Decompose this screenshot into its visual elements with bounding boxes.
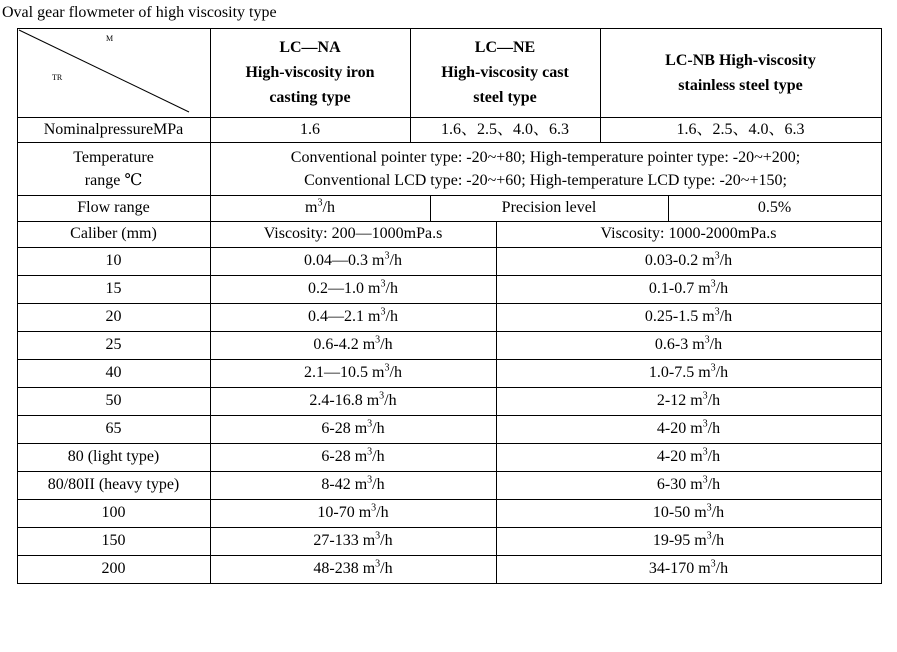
flow-high-cell-value: 6-30 bbox=[656, 476, 687, 493]
flow-high-cell-value: 10-50 bbox=[652, 504, 691, 521]
unit-base: m bbox=[368, 280, 381, 297]
grid-hline bbox=[17, 555, 882, 556]
header-lc-na bbox=[210, 28, 410, 117]
unit-suffix: /h bbox=[380, 532, 393, 549]
unit-base: m bbox=[702, 308, 715, 325]
unit-base: m bbox=[698, 280, 711, 297]
unit-base: m bbox=[698, 560, 711, 577]
caliber-cell: 80 (light type) bbox=[67, 448, 160, 465]
viscosity-high-header: Viscosity: 1000-2000mPa.s bbox=[600, 225, 777, 242]
flow-high-cell-value: 0.25-1.5 bbox=[644, 308, 699, 325]
grid-hline bbox=[17, 303, 882, 304]
unit-base: m bbox=[692, 336, 705, 353]
header-lc-na-line2: High-viscosity iron bbox=[245, 64, 375, 81]
header-lc-nb bbox=[600, 28, 881, 117]
flow-low-cell bbox=[210, 443, 496, 471]
unit-exp: 3 bbox=[702, 474, 708, 486]
flow-low-cell-value: 0.6-4.2 bbox=[313, 336, 359, 353]
caliber-header: Caliber (mm) bbox=[70, 225, 157, 242]
viscosity-low-header: Viscosity: 200—1000mPa.s bbox=[263, 225, 443, 242]
unit-exp: 3 bbox=[367, 418, 373, 430]
unit-base: m bbox=[690, 448, 703, 465]
temperature-line1: Conventional pointer type: -20~+80; High-temperature pointer type: -20~+200; bbox=[290, 148, 801, 166]
unit-base: m bbox=[690, 392, 703, 409]
pressure-label: NominalpressureMPa bbox=[43, 120, 184, 138]
grid-hline bbox=[17, 471, 882, 472]
unit-exp: 3 bbox=[384, 250, 390, 262]
unit-suffix: /h bbox=[372, 476, 385, 493]
unit-exp: 3 bbox=[710, 362, 716, 374]
flow-low-cell bbox=[210, 527, 496, 555]
flow-low-cell-value: 2.1—10.5 bbox=[304, 364, 369, 381]
unit-base: m bbox=[698, 364, 711, 381]
flow-high-cell-value: 0.03-0.2 bbox=[644, 252, 699, 269]
unit-exp: 3 bbox=[375, 334, 381, 346]
unit-base: m bbox=[362, 532, 376, 549]
flow-low-cell bbox=[210, 415, 496, 443]
unit-base: m bbox=[372, 364, 385, 381]
flow-low-cell-value: 6-28 bbox=[321, 420, 351, 437]
grid-vline bbox=[430, 195, 431, 222]
flow-high-cell-value: 0.6-3 bbox=[654, 336, 689, 353]
caliber-cell: 100 bbox=[101, 504, 126, 521]
flow-low-cell bbox=[210, 247, 496, 275]
temperature-label bbox=[17, 142, 210, 195]
unit-exp: 3 bbox=[367, 446, 373, 458]
flow-high-cell-value: 2-12 bbox=[656, 392, 687, 409]
flow-high-cell-value: 0.1-0.7 bbox=[648, 280, 695, 297]
flow-unit-base: m bbox=[305, 199, 318, 216]
flow-range-label: Flow range bbox=[77, 199, 150, 216]
flow-low-cell bbox=[210, 555, 496, 583]
spec-table bbox=[17, 28, 881, 639]
caliber-cell: 10 bbox=[105, 252, 122, 269]
grid-vline bbox=[210, 28, 211, 584]
temperature-label-line2: range ℃ bbox=[84, 171, 143, 189]
unit-suffix: /h bbox=[709, 336, 723, 353]
flow-high-cell bbox=[496, 303, 881, 331]
grid-hline bbox=[17, 331, 882, 332]
caliber-cell: 80/80II (heavy type) bbox=[47, 476, 180, 493]
flow-high-cell bbox=[496, 415, 881, 443]
flow-low-cell bbox=[210, 331, 496, 359]
unit-suffix: /h bbox=[707, 476, 721, 493]
grid-hline bbox=[17, 28, 882, 29]
caliber-cell: 50 bbox=[105, 392, 122, 409]
flow-high-cell bbox=[496, 359, 881, 387]
grid-hline bbox=[17, 359, 882, 360]
grid-vline bbox=[600, 28, 601, 143]
unit-exp: 3 bbox=[379, 390, 385, 402]
flow-low-cell-value: 0.04—0.3 bbox=[304, 252, 369, 269]
unit-base: m bbox=[358, 504, 372, 521]
corner-top-label: M bbox=[106, 34, 114, 43]
unit-exp: 3 bbox=[702, 390, 708, 402]
unit-base: m bbox=[368, 308, 381, 325]
temperature-values bbox=[210, 142, 881, 195]
unit-base: m bbox=[366, 392, 380, 409]
flow-range-unit bbox=[210, 195, 430, 221]
temperature-label-line1: Temperature bbox=[73, 148, 154, 166]
unit-exp: 3 bbox=[704, 334, 710, 346]
unit-base: m bbox=[694, 532, 707, 549]
corner-diagonal bbox=[17, 28, 210, 117]
unit-exp: 3 bbox=[384, 362, 390, 374]
flow-high-cell-value: 34-170 bbox=[648, 560, 695, 577]
flow-low-cell-value: 2.4-16.8 bbox=[309, 392, 363, 409]
header-lc-ne-line2: High-viscosity cast bbox=[441, 64, 569, 81]
header-lc-nb-line1: LC-NB High-viscosity bbox=[665, 51, 816, 69]
grid-hline bbox=[17, 221, 882, 222]
unit-exp: 3 bbox=[714, 250, 720, 262]
grid-hline bbox=[17, 195, 882, 196]
corner-header-cell bbox=[17, 28, 210, 117]
unit-suffix: /h bbox=[372, 420, 385, 437]
unit-suffix: /h bbox=[707, 448, 721, 465]
unit-suffix: /h bbox=[376, 504, 389, 521]
unit-suffix: /h bbox=[707, 392, 721, 409]
header-lc-na-line3: casting type bbox=[269, 89, 351, 106]
flow-unit-suffix: /h bbox=[322, 199, 335, 216]
caliber-cell: 200 bbox=[101, 560, 126, 577]
unit-suffix: /h bbox=[715, 560, 729, 577]
unit-exp: 3 bbox=[710, 558, 716, 570]
flow-low-cell bbox=[210, 471, 496, 499]
flow-low-cell bbox=[210, 499, 496, 527]
flow-high-cell bbox=[496, 275, 881, 303]
flow-unit-exp: 3 bbox=[317, 197, 323, 209]
precision-label: Precision level bbox=[501, 199, 597, 216]
grid-vline bbox=[496, 221, 497, 584]
temperature-line2: Conventional LCD type: -20~+60; High-temperature LCD type: -20~+150; bbox=[304, 171, 787, 189]
caliber-cell: 20 bbox=[105, 308, 122, 325]
unit-suffix: /h bbox=[715, 280, 729, 297]
flow-high-cell bbox=[496, 331, 881, 359]
unit-base: m bbox=[354, 420, 368, 437]
grid-hline bbox=[17, 583, 882, 584]
flow-low-cell bbox=[210, 275, 496, 303]
grid-hline bbox=[17, 142, 882, 143]
unit-exp: 3 bbox=[375, 530, 381, 542]
pressure-nb: 1.6、2.5、4.0、6.3 bbox=[676, 120, 805, 138]
pressure-ne: 1.6、2.5、4.0、6.3 bbox=[440, 120, 569, 138]
unit-base: m bbox=[694, 504, 707, 521]
grid-vline bbox=[410, 28, 411, 143]
unit-exp: 3 bbox=[706, 502, 712, 514]
unit-suffix: /h bbox=[719, 252, 733, 269]
flow-high-cell-value: 1.0-7.5 bbox=[648, 364, 695, 381]
flow-low-cell bbox=[210, 359, 496, 387]
precision-value: 0.5% bbox=[757, 199, 792, 216]
unit-suffix: /h bbox=[380, 336, 393, 353]
caliber-cell: 40 bbox=[105, 364, 122, 381]
unit-exp: 3 bbox=[702, 446, 708, 458]
unit-exp: 3 bbox=[367, 474, 373, 486]
unit-exp: 3 bbox=[702, 418, 708, 430]
unit-exp: 3 bbox=[714, 306, 720, 318]
unit-base: m bbox=[690, 420, 703, 437]
grid-hline bbox=[17, 499, 882, 500]
flow-high-cell bbox=[496, 527, 881, 555]
unit-suffix: /h bbox=[385, 308, 398, 325]
grid-vline bbox=[881, 28, 882, 584]
unit-suffix: /h bbox=[389, 252, 402, 269]
header-lc-na-line1: LC—NA bbox=[279, 39, 341, 56]
unit-suffix: /h bbox=[384, 392, 397, 409]
caliber-cell: 65 bbox=[105, 420, 122, 437]
unit-suffix: /h bbox=[372, 448, 385, 465]
table-caption: Oval gear flowmeter of high viscosity type bbox=[2, 4, 277, 21]
unit-exp: 3 bbox=[380, 278, 386, 290]
grid-hline bbox=[17, 527, 882, 528]
flow-low-cell-value: 10-70 bbox=[317, 504, 355, 521]
flow-low-cell bbox=[210, 303, 496, 331]
flow-high-cell bbox=[496, 387, 881, 415]
flow-low-cell-value: 0.4—2.1 bbox=[308, 308, 365, 325]
grid-hline bbox=[17, 117, 882, 118]
flow-high-cell bbox=[496, 247, 881, 275]
grid-hline bbox=[17, 247, 882, 248]
unit-exp: 3 bbox=[375, 558, 381, 570]
header-lc-nb-line2: stainless steel type bbox=[678, 76, 803, 94]
flow-high-cell bbox=[496, 443, 881, 471]
flow-low-cell-value: 6-28 bbox=[321, 448, 351, 465]
unit-base: m bbox=[702, 252, 715, 269]
flow-low-cell-value: 48-238 bbox=[313, 560, 359, 577]
corner-bottom-label: TR bbox=[52, 73, 63, 82]
grid-hline bbox=[17, 443, 882, 444]
unit-exp: 3 bbox=[380, 306, 386, 318]
unit-suffix: /h bbox=[711, 532, 725, 549]
caliber-cell: 25 bbox=[105, 336, 122, 353]
unit-exp: 3 bbox=[710, 278, 716, 290]
unit-base: m bbox=[354, 448, 368, 465]
pressure-na: 1.6 bbox=[300, 120, 320, 138]
unit-suffix: /h bbox=[715, 364, 729, 381]
caliber-cell: 150 bbox=[101, 532, 126, 549]
flow-high-cell bbox=[496, 499, 881, 527]
flow-high-cell bbox=[496, 471, 881, 499]
unit-base: m bbox=[372, 252, 385, 269]
unit-suffix: /h bbox=[711, 504, 725, 521]
unit-base: m bbox=[354, 476, 368, 493]
grid-hline bbox=[17, 415, 882, 416]
flow-low-cell-value: 0.2—1.0 bbox=[308, 280, 365, 297]
flow-low-cell bbox=[210, 387, 496, 415]
flow-high-cell-value: 4-20 bbox=[656, 420, 687, 437]
flow-high-cell-value: 4-20 bbox=[656, 448, 687, 465]
grid-hline bbox=[17, 387, 882, 388]
unit-base: m bbox=[362, 560, 376, 577]
flow-low-cell-value: 27-133 bbox=[313, 532, 359, 549]
caliber-cell: 15 bbox=[105, 280, 122, 297]
flow-high-cell-value: 19-95 bbox=[652, 532, 691, 549]
unit-suffix: /h bbox=[389, 364, 402, 381]
unit-exp: 3 bbox=[371, 502, 377, 514]
unit-base: m bbox=[690, 476, 703, 493]
unit-suffix: /h bbox=[707, 420, 721, 437]
header-lc-ne bbox=[410, 28, 600, 117]
unit-suffix: /h bbox=[385, 280, 398, 297]
unit-base: m bbox=[362, 336, 376, 353]
flow-low-cell-value: 8-42 bbox=[321, 476, 351, 493]
grid-vline bbox=[17, 28, 18, 584]
grid-vline bbox=[668, 195, 669, 222]
grid-hline bbox=[17, 275, 882, 276]
unit-exp: 3 bbox=[706, 530, 712, 542]
flow-high-cell bbox=[496, 555, 881, 583]
unit-suffix: /h bbox=[380, 560, 393, 577]
header-lc-ne-line1: LC—NE bbox=[474, 39, 536, 56]
unit-suffix: /h bbox=[719, 308, 733, 325]
header-lc-ne-line3: steel type bbox=[473, 89, 537, 106]
